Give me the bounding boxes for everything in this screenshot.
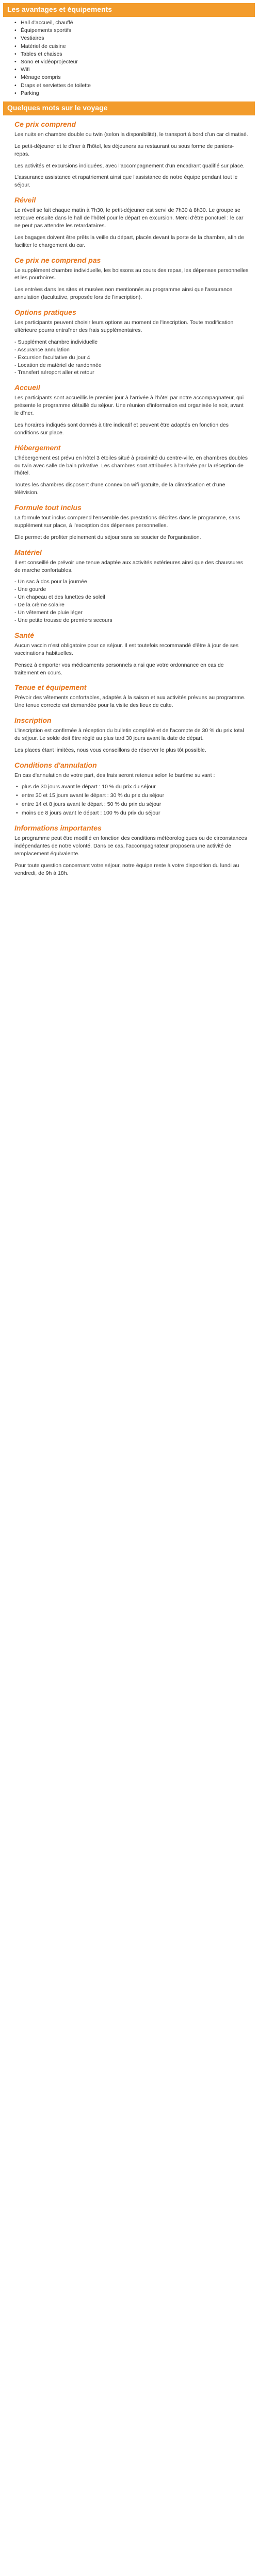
bullet-list-item: • moins de 8 jours avant le départ : 100 % du prix du séjour [14, 809, 249, 817]
section-heading: Matériel [14, 548, 42, 556]
dash-list-item: - Location de matériel de randonnée [14, 362, 102, 368]
section-paragraph: Les activités et excursions indiquées, avec l'accompagnement d'un encadrant qualifié sur place. [14, 162, 245, 169]
dash-list-item: - Un chapeau et des lunettes de soleil [14, 594, 105, 601]
advantage-item: • Vestiaires [14, 35, 255, 42]
section-paragraph: Les participants sont accueillis le premier jour à l'arrivée à l'hôtel par notre accompagnateur, qui présente le programme détaillé du séjour. Une réunion d'information est organisée le soir, avant le dîner. [14, 395, 244, 417]
advantage-item: • Sono et vidéoprojecteur [14, 58, 255, 66]
dash-list [14, 338, 249, 377]
dash-list [14, 578, 249, 624]
dash-list-item: - Une petite trousse de premiers secours [14, 617, 112, 623]
section-paragraph: Le réveil se fait chaque matin à 7h30, le petit-déjeuner est servi de 7h30 à 8h30. Le groupe se retrouve ensuite dans le hall de l'hôtel pour le départ en excursion. Merci d'être ponctuel : le car ne peut pas attendre les retardataires. [14, 207, 244, 229]
section-paragraph: En cas d'annulation de votre part, des frais seront retenus selon le barème suivant : [14, 772, 215, 778]
section-heading: Santé [14, 631, 35, 639]
section-paragraph: Les bagages doivent être prêts la veille du départ, placés devant la porte de la chambre, afin de faciliter le chargement du car. [14, 234, 244, 248]
section-heading: Tenue et équipement [14, 683, 87, 692]
section-paragraph: Les entrées dans les sites et musées non mentionnés au programme ainsi que l'assurance annulation (facultative, proposée lors de l'inscription). [14, 286, 233, 301]
section-paragraph: Les horaires indiqués sont donnés à titre indicatif et peuvent être adaptés en fonction des conditions sur place. [14, 421, 229, 436]
advantage-item: • Ménage compris [14, 74, 255, 81]
advantage-item: • Parking [14, 90, 255, 97]
section-heading: Conditions d'annulation [14, 760, 97, 769]
advantage-item: • Équipements sportifs [14, 27, 255, 35]
bullet-list-item: • entre 14 et 8 jours avant le départ : 50 % du prix du séjour [14, 801, 249, 808]
section-heading: Ce prix comprend [14, 120, 76, 128]
section-paragraph: Les nuits en chambre double ou twin (selon la disponibilité), le transport à bord d'un car climatisé. [14, 131, 248, 138]
dash-list-item: - Un vêtement de pluie léger [14, 609, 83, 616]
section-paragraph: Le supplément chambre individuelle, les boissons au cours des repas, les dépenses personnelles et les pourboires. [14, 267, 249, 281]
dash-list-item: - Supplément chambre individuelle [14, 338, 98, 345]
faq-header: Quelques mots sur le voyage [3, 101, 255, 115]
section-heading: Formule tout inclus [14, 503, 82, 512]
dash-list-item: - Transfert aéroport aller et retour [14, 369, 94, 376]
section-paragraph: Le petit-déjeuner et le dîner à l'hôtel, les déjeuners au restaurant ou sous forme de paniers-repas. [14, 143, 234, 157]
section-paragraph: L'hébergement est prévu en hôtel 3 étoiles situé à proximité du centre-ville, en chambres doubles ou twin avec salle de bain privative. Les chambres sont attribuées à l'arrivée par la réception de l'hôtel. [14, 454, 248, 477]
section-heading: Inscription [14, 716, 52, 725]
section-heading: Accueil [14, 383, 40, 392]
bullet-list-item: • plus de 30 jours avant le départ : 10 % du prix du séjour [14, 783, 249, 791]
section-heading: Hébergement [14, 443, 61, 452]
section-paragraph: Elle permet de profiter pleinement du séjour sans se soucier de l'organisation. [14, 534, 201, 540]
bullet-list-item: • entre 30 et 15 jours avant le départ : 30 % du prix du séjour [14, 792, 249, 800]
section-heading: Options pratiques [14, 308, 76, 317]
section-paragraph: La formule tout inclus comprend l'ensemble des prestations décrites dans le programme, sans supplément sur place, à l'exception des dépenses personnelles. [14, 515, 240, 529]
section-heading: Ce prix ne comprend pas [14, 256, 101, 264]
advantages-header: Les avantages et équipements [3, 3, 255, 17]
advantages-list [14, 19, 255, 97]
advantage-item: • Draps et serviettes de toilette [14, 82, 255, 90]
page [0, 0, 258, 887]
section-paragraph: L'assurance assistance et rapatriement ainsi que l'assistance de notre équipe pendant tout le séjour. [14, 174, 238, 189]
dash-list-item: - Assurance annulation [14, 346, 70, 353]
advantage-item: • Matériel de cuisine [14, 43, 255, 50]
section-paragraph: Le programme peut être modifié en fonction des conditions météorologiques ou de circonstances indépendantes de notre volonté. Dans ce cas, l'accompagnateur proposera une activité de remplacement équivalente. [14, 835, 247, 857]
section-paragraph: Les participants peuvent choisir leurs options au moment de l'inscription. Toute modification ultérieure pourra entraîner des frais supplémentaires. [14, 319, 234, 333]
section-paragraph: Pour toute question concernant votre séjour, notre équipe reste à votre disposition du lundi au vendredi, de 9h à 18h. [14, 862, 239, 876]
section-paragraph: Toutes les chambres disposent d'une connexion wifi gratuite, de la climatisation et d'une télévision. [14, 482, 225, 496]
dash-list-item: - Excursion facultative du jour 4 [14, 354, 90, 361]
section-paragraph: Prévoir des vêtements confortables, adaptés à la saison et aux activités prévues au programme. Une tenue correcte est demandée pour la visite des lieux de culte. [14, 694, 246, 709]
bullet-list [14, 783, 249, 817]
advantage-item: • Wifi [14, 66, 255, 74]
advantage-item: • Tables et chaises [14, 50, 255, 58]
section-heading: Réveil [14, 196, 36, 205]
section-paragraph: Pensez à emporter vos médicaments personnels ainsi que votre ordonnance en cas de traitement en cours. [14, 662, 224, 676]
dash-list-item: - De la crème solaire [14, 602, 64, 608]
section-paragraph: Les places étant limitées, nous vous conseillons de réserver le plus tôt possible. [14, 747, 206, 753]
advantage-item: • Hall d'accueil, chauffé [14, 19, 255, 27]
dash-list-item: - Une gourde [14, 586, 46, 593]
section-heading: Informations importantes [14, 824, 102, 833]
dash-list-item: - Un sac à dos pour la journée [14, 579, 87, 585]
section-paragraph: Il est conseillé de prévoir une tenue adaptée aux activités extérieures ainsi que des chaussures de marche confortables. [14, 559, 244, 573]
faq-body [3, 120, 255, 877]
section-paragraph: Aucun vaccin n'est obligatoire pour ce séjour. Il est toutefois recommandé d'être à jour de ses vaccinations habituelles. [14, 642, 239, 656]
section-paragraph: L'inscription est confirmée à réception du bulletin complété et de l'acompte de 30 % du prix total du séjour. Le solde doit être réglé au plus tard 30 jours avant la date de départ. [14, 727, 244, 741]
